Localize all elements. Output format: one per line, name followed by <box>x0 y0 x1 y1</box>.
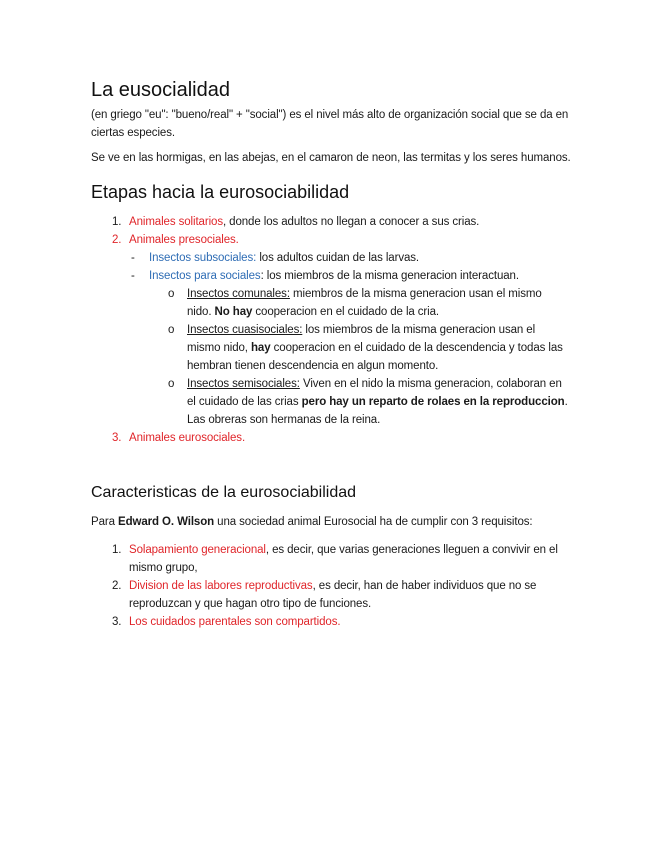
item-text: los adultos cuidan de las larvas. <box>256 252 420 264</box>
highlight-text: Division de las labores reproductivas <box>129 580 313 592</box>
list-item <box>91 541 571 577</box>
item-text: miembros de la misma generacion usan el mismo nido. <box>187 288 542 318</box>
etapas-list <box>91 213 571 447</box>
list-number: 1. <box>112 544 122 556</box>
item-text: cooperacion en el cuidado de la cria. <box>252 306 440 318</box>
circle-bullet: o <box>168 288 175 300</box>
highlight-text: Los cuidados parentales son compartidos. <box>129 616 341 628</box>
underlined-label: Insectos cuasisociales: <box>187 324 303 336</box>
paragraph-text: Para <box>91 516 118 528</box>
underlined-label: Insectos semisociales: <box>187 378 300 390</box>
item-text: Viven en el nido la misma generacion, colaboran en el cuidado de las crias <box>187 378 562 408</box>
item-text: : los miembros de la misma generacion interactuan. <box>260 270 519 282</box>
list-item <box>91 613 571 631</box>
title-eusocialidad: La eusocialidad <box>91 79 230 101</box>
subsub-list-item <box>129 285 571 321</box>
subsub-list <box>129 285 571 429</box>
bold-text: No hay <box>214 306 253 318</box>
list-item <box>91 213 571 231</box>
item-text: , donde los adultos no llegan a conocer a sus crias. <box>222 216 480 228</box>
list-item <box>91 577 571 613</box>
requisitos-list <box>91 541 571 631</box>
item-text: . Las obreras son hermanas de la reina. <box>187 396 568 426</box>
circle-bullet: o <box>168 324 175 336</box>
heading-caracteristicas: Caracteristicas de la eurosociabilidad <box>91 484 357 501</box>
highlight-text: Animales solitarios <box>129 216 223 228</box>
list-item <box>91 429 571 447</box>
circle-bullet: o <box>168 378 175 390</box>
bold-text: pero hay un reparto de rolaes en la reproduccion <box>301 396 565 408</box>
subsub-list-item <box>129 375 571 429</box>
item-text: los miembros de la misma generacion usan el mismo nido, <box>187 324 536 354</box>
paragraph-text: una sociedad animal Eurosocial ha de cumplir con 3 requisitos: <box>214 516 533 528</box>
dash-bullet: - <box>131 270 135 282</box>
heading-etapas: Etapas hacia la eurosociabilidad <box>91 182 350 202</box>
subsub-list-item <box>129 321 571 375</box>
item-text: , es decir, que varias generaciones lleguen a convivir en el mismo grupo, <box>129 544 558 574</box>
author-name: Edward O. Wilson <box>118 516 215 528</box>
document-page <box>91 78 571 631</box>
dash-bullet: - <box>131 252 135 264</box>
highlight-text: Solapamiento generacional <box>129 544 266 556</box>
bold-text: hay <box>251 342 271 354</box>
item-text: , es decir, han de haber individuos que no se reproduzcan y que hagan otro tipo de funciones. <box>129 580 537 610</box>
item-text: cooperacion en el cuidado de la descendencia y todas las hembran tienen descendencia en algun momento. <box>187 342 563 372</box>
highlight-text: Animales presociales. <box>129 234 239 246</box>
blue-label: Insectos para sociales <box>149 270 261 282</box>
underlined-label: Insectos comunales: <box>187 288 290 300</box>
wilson-paragraph <box>91 513 571 531</box>
sub-list-item <box>129 249 571 267</box>
blue-label: Insectos subsociales: <box>149 252 257 264</box>
list-number: 3. <box>112 616 122 628</box>
intro-paragraph: (en griego "eu": "bueno/real" + "social") es el nivel más alto de organización social que se da en ciertas especies. <box>91 109 569 139</box>
list-number: 3. <box>112 432 122 444</box>
examples-paragraph: Se ve en las hormigas, en las abejas, en el camaron de neon, las termitas y los seres humanos. <box>91 152 571 164</box>
list-number: 2. <box>112 234 122 246</box>
list-number: 2. <box>112 580 122 592</box>
list-number: 1. <box>112 216 122 228</box>
sub-list-item <box>129 267 571 429</box>
list-item <box>91 231 571 429</box>
highlight-text: Animales eurosociales. <box>129 432 246 444</box>
sub-list <box>129 249 571 429</box>
